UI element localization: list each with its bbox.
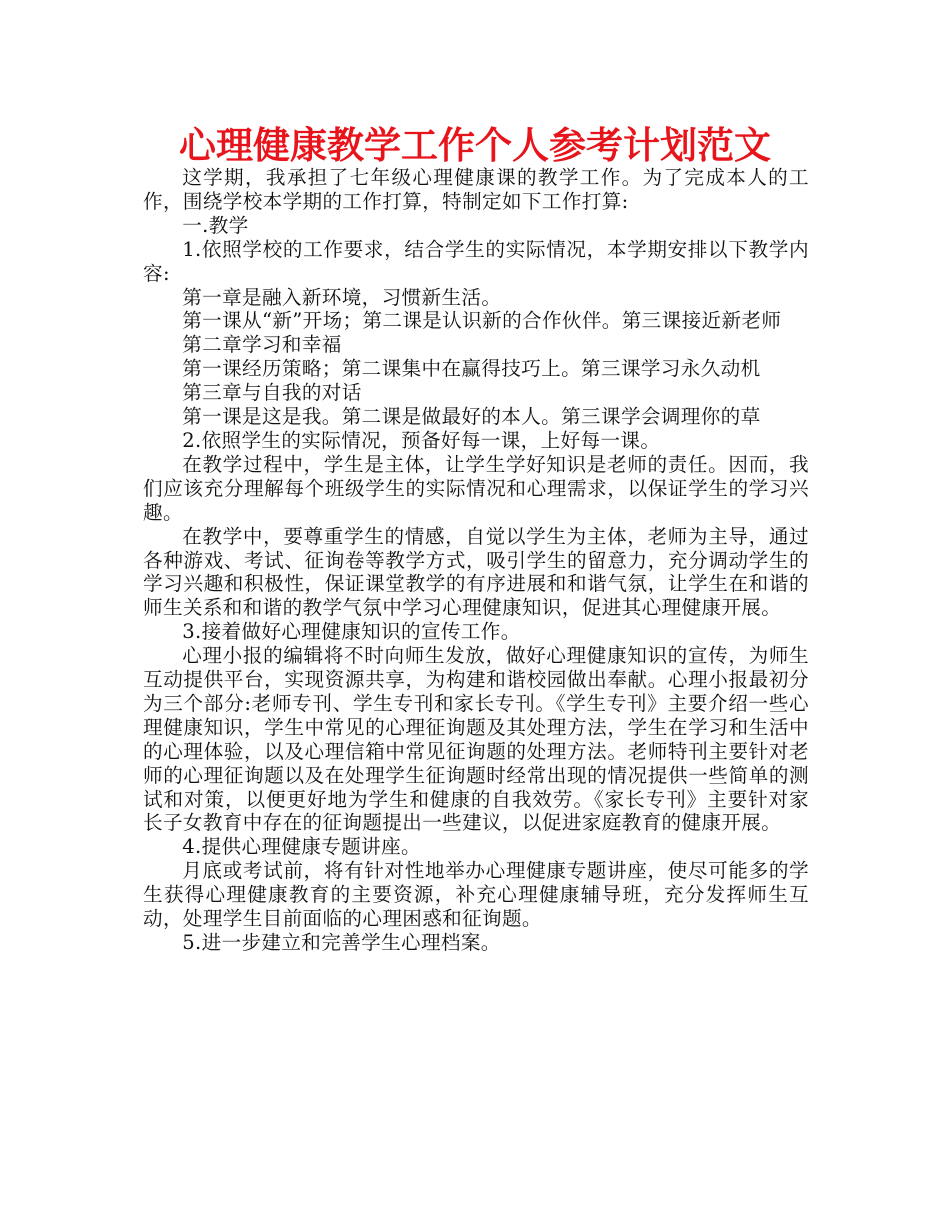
document-title: 心理健康教学工作个人参考计划范文 (179, 124, 771, 167)
paragraph-chapter-3: 第三章与自我的对话 (182, 381, 362, 405)
document-body (143, 166, 809, 955)
paragraph-teaching-methods: 在教学中，要尊重学生的情感，自觉以学生为主体，老师为主导，通过各种游戏、考试、征询卷等教学方式，吸引学生的留意力，充分调动学生的学习兴趣和积极性，保证课堂教学的有序进展和和谐气氛，让学生在和谐的师生关系和和谐的教学气氛中学习心理健康知识，促进其心理健康开展。 (143, 524, 809, 620)
paragraph-chapter-2-lessons: 第一课经历策略；第二课集中在赢得技巧上。第三课学习永久动机 (182, 357, 761, 381)
section-heading-teaching: 一.教学 (182, 213, 249, 237)
paragraph-newsletter: 心理小报的编辑将不时向师生发放，做好心理健康知识的宣传，为师生互动提供平台，实现资源共享，为构建和谐校园做出奉献。心理小报最初分为三个部分:老师专刊、学生专刊和家长专刊。《学生专刊》主要介绍一些心理健康知识，学生中常见的心理征询题及其处理方法，学生在学习和生活中的心理体验，以及心理信箱中常见征询题的处理方法。老师特刊主要针对老师的心理征询题以及在处理学生征询题时经常出现的情况提供一些简单的测试和对策，以便更好地为学生和健康的自我效劳。《家长专刊》主要针对家长子女教育中存在的征询题提出一些建议，以促进家庭教育的健康开展。 (143, 644, 809, 835)
paragraph-item-5: 5.进一步建立和完善学生心理档案。 (182, 931, 501, 954)
paragraph-chapter-2: 第二章学习和幸福 (182, 333, 342, 357)
paragraph-intro: 这学期，我承担了七年级心理健康课的教学工作。为了完成本人的工作，围绕学校本学期的工作打算，特制定如下工作打算: (143, 166, 809, 213)
paragraph-item-1: 1.依照学校的工作要求，结合学生的实际情况，本学期安排以下教学内容: (143, 237, 809, 285)
paragraph-chapter-1: 第一章是融入新环境，习惯新生活。 (182, 285, 502, 309)
paragraph-chapter-1-lessons: 第一课从“新”开场；第二课是认识新的合作伙伴。第三课接近新老师 (182, 309, 782, 333)
paragraph-item-4: 4.提供心理健康专题讲座。 (182, 835, 421, 859)
paragraph-teaching-process: 在教学过程中，学生是主体，让学生学好知识是老师的责任。因而，我们应该充分理解每个班级学生的实际情况和心理需求，以保证学生的学习兴趣。 (143, 452, 809, 524)
paragraph-item-2: 2.依照学生的实际情况，预备好每一课，上好每一课。 (182, 428, 661, 452)
paragraph-chapter-3-lessons: 第一课是这是我。第二课是做最好的本人。第三课学会调理你的草 (182, 405, 761, 429)
paragraph-lectures: 月底或考试前，将有针对性地举办心理健康专题讲座，使尽可能多的学生获得心理健康教育的主要资源，补充心理健康辅导班，充分发挥师生互动，处理学生目前面临的心理困惑和征询题。 (143, 859, 809, 931)
paragraph-item-3: 3.接着做好心理健康知识的宣传工作。 (182, 620, 521, 644)
